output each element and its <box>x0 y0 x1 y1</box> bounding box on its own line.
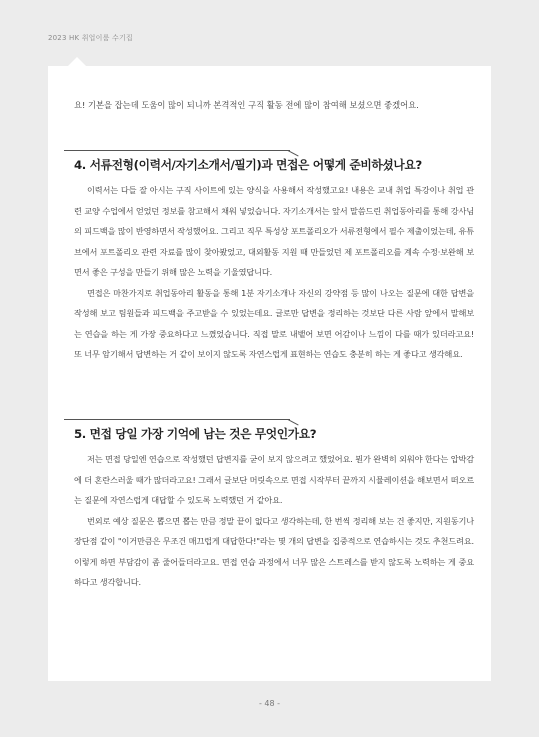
paragraph: 이력서는 다들 잘 아시는 구직 사이트에 있는 양식을 사용해서 작성했고요! 내용은 교내 취업 특강이나 취업 관련 교양 수업에서 얻었던 정보를 참고해서 채워 넣었습니다. 자기소개서는 앞서 말씀드린 취업동아리를 통해 강사님의 피드백을 많이 반영하면서 작성했어요. 그리고 직무 특성상 포트폴리오가 서류전형에서 필수 제출이었는데, 유튜브에서 포트폴리오 관련 자료를 많이 찾아봤었고, 대외활동 지원 때 만들었던 제 포트폴리오를 계속 수정·보완해 보면서 좋은 구성을 만들기 위해 많은 노력을 기울였답니다. <box>74 185 474 277</box>
paragraph: 저는 면접 당일엔 연습으로 작성했던 답변지를 굳이 보지 않으려고 했었어요. 뭔가 완벽히 외워야 한다는 압박감에 더 혼란스러울 때가 많더라고요! 그래서 글보단 머릿속으로 면접 시작부터 끝까지 시뮬레이션을 해보면서 떠오르는 질문에 자연스럽게 대답할 수 있도록 노력했던 거 같아요. <box>74 454 474 505</box>
paragraph: 면접은 마찬가지로 취업동아리 활동을 통해 1분 자기소개나 자신의 강약점 등 많이 나오는 질문에 대한 답변을 작성해 보고 팀원들과 피드백을 주고받을 수 있었는데요. 글로만 답변을 정리하는 것보단 다른 사람 앞에서 말해보는 연습을 하는 게 가장 중요하다고 느꼈었습니다. 직접 말로 내뱉어 보면 어감이나 느낌이 다를 때가 있더라고요! 또 너무 암기해서 답변하는 거 같이 보이지 않도록 자연스럽게 표현하는 연습도 충분히 하는 게 좋다고 생각해요. <box>74 287 474 359</box>
page-number: - 48 - <box>258 699 281 708</box>
section-title: 5. 면접 당일 가장 기억에 남는 것은 무엇인가요? <box>74 427 317 441</box>
running-header: 2023 HK 취업이룸 수기집 <box>48 34 133 42</box>
section-4 <box>64 150 476 365</box>
section-body <box>64 180 474 365</box>
header-notch <box>68 57 86 66</box>
intro-paragraph: 요! 기본을 잡는데 도움이 많이 되니까 본격적인 구직 활동 전에 많이 참여해 보셨으면 좋겠어요. <box>74 100 419 110</box>
paragraph: 번외로 예상 질문은 뽑으면 뽑는 만큼 정말 끝이 없다고 생각하는데, 한 번씩 정리해 보는 건 좋지만, 지원동기나 장단점 같이 "이거만큼은 무조건 매끄럽게 대답한다!"라는 몇 개의 답변을 집중적으로 연습하시는 것도 추천드려요. 이렇게 하면 부담감이 좀 줄어들더라고요. 면접 연습 과정에서 너무 많은 스트레스를 받지 않도록 노력하는 게 중요하다고 생각합니다. <box>74 515 474 587</box>
section-body <box>64 449 474 593</box>
section-5 <box>64 419 476 593</box>
section-title: 4. 서류전형(이력서/자기소개서/필기)과 면접은 어떻게 준비하셨나요? <box>74 158 422 172</box>
